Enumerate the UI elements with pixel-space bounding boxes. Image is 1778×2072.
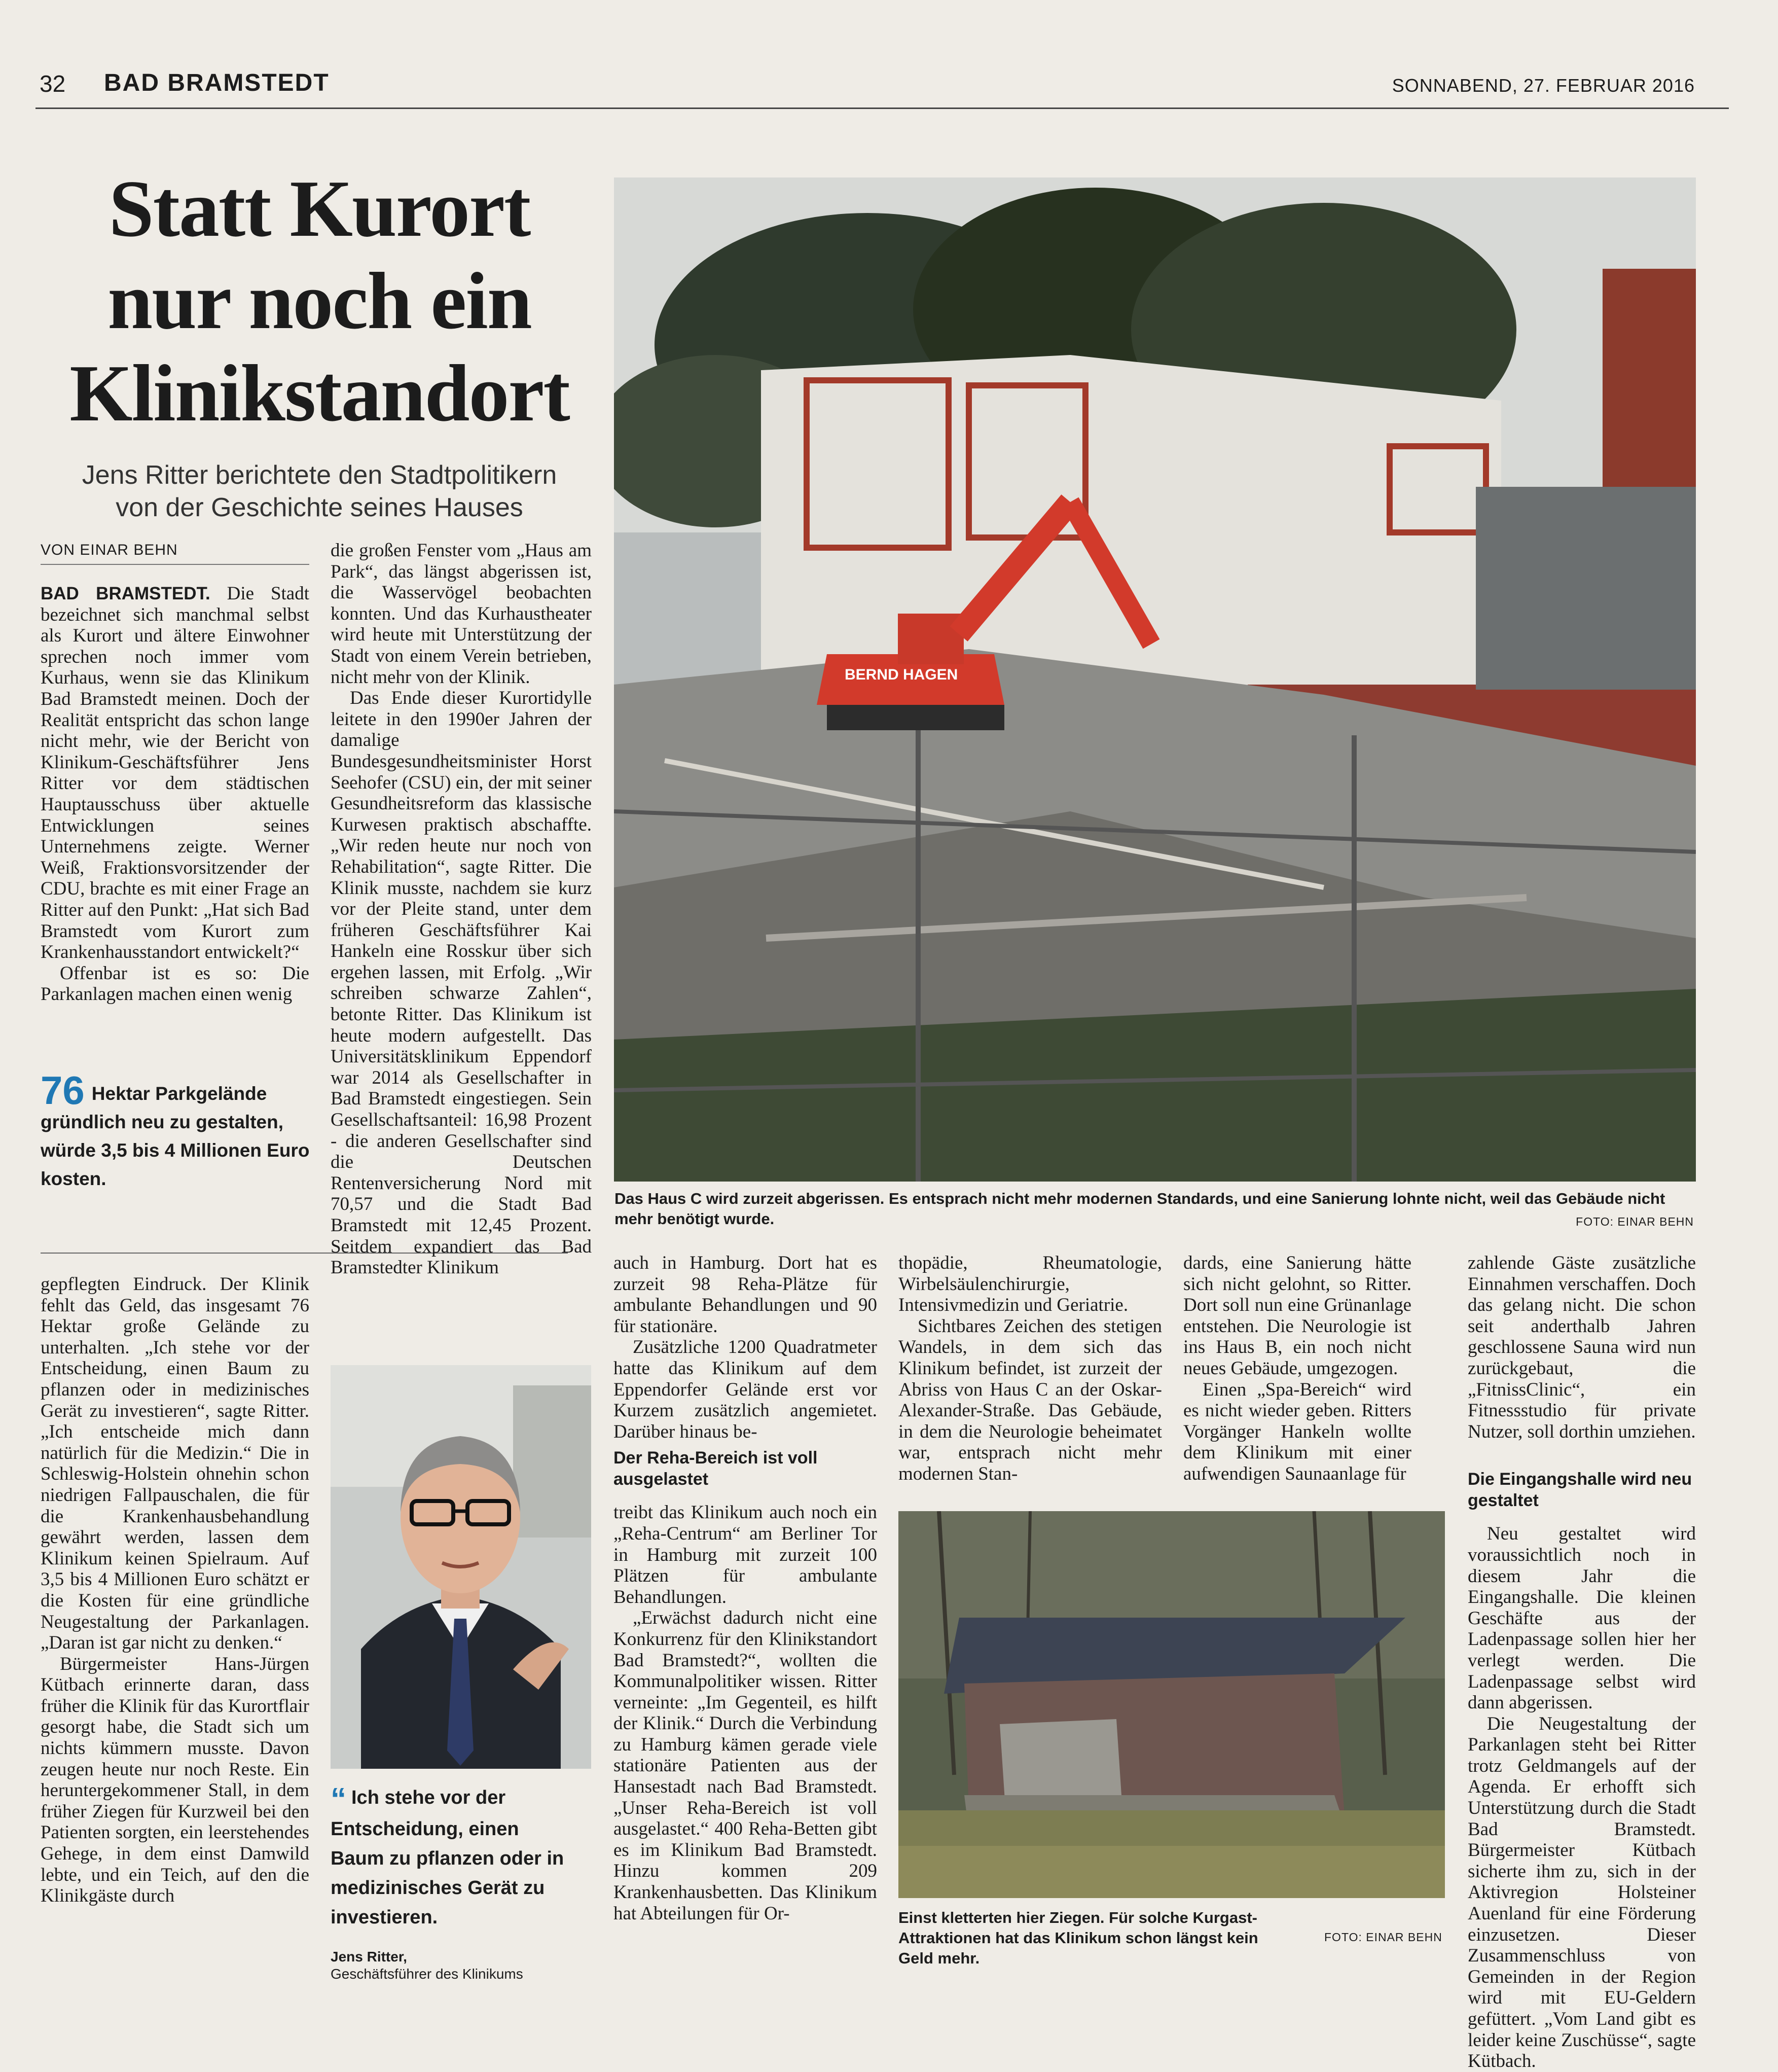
subheadline-line: Jens Ritter berichtete den Stadtpolitikern [82,460,557,490]
subheadline [38,459,601,524]
article-column-2 [331,540,592,1278]
paragraph: zahlende Gäste zusätzliche Einnahmen verschaffen. Doch das gelang nicht. Die schon seit anderthalb Jahren geschlossene Sauna wird nun zurückgebaut, die „FitnissClinic“, ein Fitnessstudio für private Nutzer, soll dorthin umziehen. [1468,1253,1696,1442]
subheadline-line: von der Geschichte seines Hauses [116,493,523,522]
article-column-6 [1468,1253,1696,2072]
headline-line: nur noch ein [107,256,531,346]
paragraph: Das Ende dieser Kurortidylle leitete in den 1990er Jahren der damalige Bundesgesundheitsminister Horst Seehofer (CSU) ein, der mit seiner Gesundheitsreform das klassische Kurwesen praktisch abschaffte. „Wir reden heute nur noch von Rehabilitation“, sagte Ritter. Die Klinik musste, nachdem sie kurz vor der Pleite stand, unter dem früheren Geschäftsführer Kai Hankeln eine Rosskur über sich ergehen lassen, mit Erfolg. „Wir schreiben schwarze Zahlen“, betonte Ritter. Das Klinikum ist heute modern aufgestellt. Das Universitätsklinikum Eppendorf war 2014 als Gesellschafter in Bad Bramstedt eingestiegen. Sein Gesellschaftsanteil: 16,98 Prozent - die anderen Gesellschafter sind die Deutschen Rentenversicherung Nord mit 70,57 und die Stadt Bad Bramstedt mit 12,45 Prozent. Seitdem expandiert das Bad Bramstedter Klinikum [331,688,592,1278]
second-photo-caption: Einst kletterten hier Ziegen. Für solche Kurgast-Attraktionen hat das Klinikum schon längst kein Geld mehr. [898,1909,1258,1967]
second-photo [898,1511,1445,1898]
main-photo-caption: Das Haus C wird zurzeit abgerissen. Es entsprach nicht mehr modernen Standards, und eine Sanierung lohnte nicht, weil das Gebäude nicht mehr benötigt wurde. [614,1190,1665,1228]
second-photo-credit: FOTO: EINAR BEHN [1324,1931,1442,1944]
header-rule [35,108,1729,109]
headline-line: Klinikstandort [69,348,569,438]
paragraph: Bürgermeister Hans-Jürgen Kütbach erinnerte daran, dass früher die Klinik für das Kurortflair gesorgt habe, die Stadt sich um nichts kümmern musste. Davon zeugen heute nur noch Reste. Ein heruntergekommener Stall, in dem früher Ziegen für Kurzweil bei den Patienten sorgten, ein leerstehendes Gehege, in dem einst Damwild lebte, und ein Teich, auf den die Klinikgäste durch [41,1653,309,1907]
pull-quote [331,1783,569,1932]
paragraph: die großen Fenster vom „Haus am Park“, das längst abgerissen ist, die Wasservögel beobachten konnten. Und das Kurhaustheater wird heute mit Unterstützung der Stadt von einem Verein betrieben, nicht mehr von der Klinik. [331,540,592,688]
goat-stable-image [898,1511,1445,1898]
excavator-sign: BERND HAGEN [845,666,958,683]
headline-line: Statt Kurort [108,163,530,254]
portrait-image [331,1365,591,1769]
portrait-photo [331,1365,591,1769]
article-column-5 [1183,1253,1411,1485]
paragraph: Sichtbares Zeichen des stetigen Wandels, in dem sich das Klinikum befindet, ist zurzeit der Abriss von Haus C an der Oskar-Alexander-Straße. Das Gebäude, in dem die Neurologie beheimatet war, entsprach nicht mehr modernen Stan- [898,1315,1162,1484]
main-photo-credit: FOTO: EINAR BEHN [1576,1215,1694,1228]
demolition-photo-image [614,177,1696,1182]
article-column-1-bottom [41,1274,309,1907]
page-number: 32 [40,70,66,97]
dateline: BAD BRAMSTEDT. [41,584,210,603]
crosshead-eingangshalle: Die Eingangshalle wird neu gestaltet [1468,1470,1692,1511]
quote-mark-icon: “ [331,1782,346,1817]
section-title: BAD BRAMSTEDT [104,69,330,96]
paragraph: treibt das Klinikum auch noch ein „Reha-Centrum“ am Berliner Tor in Hamburg mit zurzeit 100 Plätzen für ambulante Behandlungen. [613,1502,877,1607]
paragraph-text: Die Stadt bezeichnet sich manchmal selbst als Kurort und ältere Einwohner sprechen noch immer vom Kurhaus, wenn sie das Klinikum Bad Bramstedt meinen. Doch der Realität entspricht das schon lange nicht mehr, wie der Bericht von Klinikum-Geschäftsführer Jens Ritter vor dem städtischen Hauptausschuss über aktuelle Entwicklungen seines Unternehmens zeigte. Werner Weiß, Fraktionsvorsitzender der CDU, brachte es mit einer Frage an Ritter auf den Punkt: „Hat sich Bad Bramstedt vom Kurort zum Krankenhausstandort entwickelt?“ [41,583,310,963]
paragraph: auch in Hamburg. Dort hat es zurzeit 98 Reha-Plätze für ambulante Behandlungen und 90 für stationäre. [613,1253,877,1337]
paragraph: gepflegten Eindruck. Der Klinik fehlt das Geld, das insgesamt 76 Hektar große Gelände zu unterhalten. „Ich stehe vor der Entscheidung, einen Baum zu pflanzen oder in medizinisches Gerät zu investieren“, sagte Ritter. „Ich entscheide mich dann natürlich für die Medizin.“ Die in Schleswig-Holstein ohnehin schon niedrigen Fallpauschalen, die für die Krankenhausbehandlung gewährt werden, lassen dem Klinikum keinen Spielraum. Auf 3,5 bis 4 Millionen Euro schätzt er die Kosten für eine gründliche Neugestaltung der Parkanlagen. „Daran ist gar nicht zu denken.“ [41,1274,309,1654]
byline-rule [41,564,309,565]
paragraph: thopädie, Rheumatologie, Wirbelsäulenchirurgie, Intensivmedizin und Geriatrie. [898,1253,1162,1316]
factbox-text: Hektar Parkgelände gründlich neu zu gestalten, würde 3,5 bis 4 Millionen Euro kosten. [41,1083,310,1189]
paragraph: Zusätzliche 1200 Quadratmeter hatte das Klinikum auf dem Eppendorfer Gelände erst vor Kurzem zusätzlich angemietet. Darüber hinaus be- [613,1337,877,1442]
paragraph [41,583,309,963]
main-photo [614,177,1696,1182]
factbox [41,1068,314,1193]
pull-quote-text: Ich stehe vor der Entscheidung, einen Baum zu pflanzen oder in medizinisches Gerät zu investieren. [331,1787,564,1928]
crosshead-reha: Der Reha-Bereich ist voll ausgelastet [613,1448,818,1489]
article-column-1-top [41,583,309,1005]
quote-author-role: Geschäftsführer des Klinikums [331,1966,523,1982]
article-column-4 [898,1253,1162,1485]
headline [38,162,601,439]
issue-date: SONNABEND, 27. FEBRUAR 2016 [1392,75,1695,96]
paragraph: Neu gestaltet wird voraussichtlich noch in diesem Jahr die Eingangshalle. Die kleinen Geschäfte aus der Ladenpassage sollen hier her verlegt werden. Die Ladenpassage selbst wird dann abgerissen. [1468,1523,1696,1713]
paragraph: „Erwächst dadurch nicht eine Konkurrenz für den Klinikstandort Bad Bramstedt?“, wollten die Kommunalpolitiker wissen. Ritter verneinte: „Im Gegenteil, es hilft der Klinik.“ Durch die Verbindung zu Hamburg kämen gerade viele stationäre Patienten aus der Hansestadt nach Bad Bramstedt. „Unser Reha-Bereich ist voll ausgelastet.“ 400 Reha-Betten gibt es im Klinikum Bad Bramstedt. Hinzu kommen 209 Krankenhausbetten. Das Klinikum hat Abteilungen für Or- [613,1607,877,1924]
byline: VON EINAR BEHN [41,542,178,558]
paragraph: Offenbar ist es so: Die Parkanlagen machen einen wenig [41,962,309,1005]
paragraph: Die Neugestaltung der Parkanlagen steht bei Ritter trotz Geldmangels auf der Agenda. Er erhofft sich Unterstützung durch die Stadt Bad Bramstedt. Bürgermeister Kütbach sicherte ihm zu, sich in der Aktivregion Holsteiner Auenland für eine Förderung einzusetzen. Dieser Zusammenschluss von Gemeinden in der Region wird mit EU-Geldern gefüttert. „Vom Land gibt es leider keine Zuschüsse“, sagte Kütbach. [1468,1713,1696,2072]
quote-author: Jens Ritter, [331,1949,407,1964]
factbox-number: 76 [41,1068,85,1113]
article-column-3 [613,1253,877,1924]
paragraph: dards, eine Sanierung hätte sich nicht gelohnt, so Ritter. Dort soll nun eine Grünanlage entstehen. Die Neurologie ist ins Haus B, ein noch nicht neues Gebäude, umgezogen. [1183,1253,1411,1379]
paragraph: Einen „Spa-Bereich“ wird es nicht wieder geben. Ritters Vorgänger Hankeln wollte dem Klinikum mit einer aufwendigen Saunaanlage für [1183,1379,1411,1484]
